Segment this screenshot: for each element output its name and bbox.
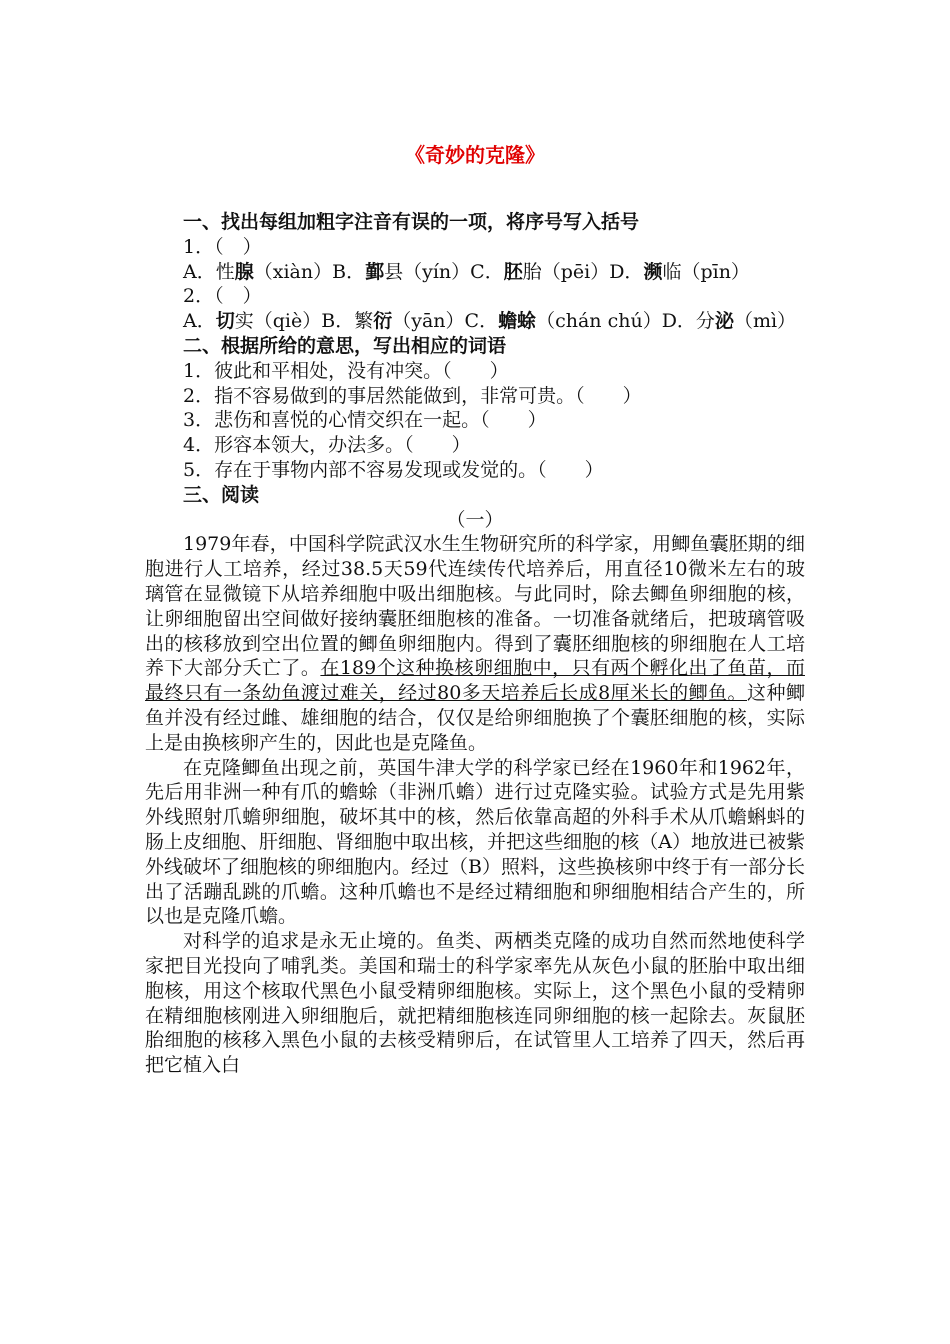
question-2-stem: 2．（ ） <box>183 285 262 308</box>
vocab-item: 5．存在于事物内部不容易发现或发觉的。（ ） <box>183 458 604 481</box>
option-d-bold: 濒 <box>643 260 663 283</box>
section-1 <box>145 210 805 334</box>
option-c-pinyin: 胎（pēi） <box>522 260 610 283</box>
reading-paragraph-1 <box>145 532 805 755</box>
option-d-pinyin: （mì） <box>733 310 797 333</box>
paragraph-text: 1979年春，中国科学院武汉水生生物研究所的科学家，用鲫鱼囊胚期的细胞进行人工培养，经过38.5天59代连续传代培养后，用直径10微米左右的玻璃管在显微镜下从培养细胞中吸出细胞核。与此同时，除去鲫鱼卵细胞的核，让卵细胞留出空间做好接纳囊胚细胞核的准备。一切准备就绪后，把玻璃管吸出的核移放到空出位置的鲫鱼卵细胞内。得到了囊胚细胞核的卵细胞在人工培养下大部分夭亡了。 <box>145 533 805 680</box>
option-c-pinyin: （chán chú） <box>536 310 662 333</box>
reading-paragraph-3: 对科学的追求是永无止境的。鱼类、两栖类克隆的成功自然而然地使科学家把目光投向了哺乳类。美国和瑞士的科学家率先从灰色小鼠的胚胎中取出细胞核，用这个核取代黑色小鼠受精卵细胞核。实际上，这个黑色小鼠的受精卵在精细胞核刚进入卵细胞后，就把精细胞核连同卵细胞的核一起除去。灰鼠胚胎细胞的核移入黑色小鼠的去核受精卵后，在试管里人工培养了四天，然后再把它植入白 <box>145 930 805 1077</box>
option-d-text: D． <box>609 260 644 283</box>
section-1-heading: 一、找出每组加粗字注音有误的一项，将序号写入括号 <box>183 211 640 233</box>
underlined-sentence: 在189个这种换核卵细胞中，只有两个孵化出了鱼苗，而最终只有一条幼鱼渡过难关，经过80多天培养后长成8厘米长的鲫鱼。 <box>145 657 805 705</box>
option-b-pinyin: （yān） <box>392 310 465 333</box>
section-3 <box>145 483 805 1078</box>
paragraph-text: 这种鲫鱼并没有经过雌、雄细胞的结合，仅仅是给卵细胞换了个囊胚细胞的核，实际上是由换核卵产生的，因此也是克隆鱼。 <box>145 682 805 754</box>
reading-paragraph-2: 在克隆鲫鱼出现之前，英国牛津大学的科学家已经在1960年和1962年，先后用非洲一种有爪的蟾蜍（非洲爪蟾）进行过克隆实验。试验方式是先用紫外线照射爪蟾卵细胞，破坏其中的核，然后依靠高超的外科手术从爪蟾蝌蚪的肠上皮细胞、肝细胞、肾细胞中取出核，并把这些细胞的核（A）地放进已被紫外线破坏了细胞核的卵细胞内。经过（B）照料，这些换核卵中终于有一部分长出了活蹦乱跳的爪蟾。这种爪蟾也不是经过精细胞和卵细胞相结合产生的，所以也是克隆爪蟾。 <box>145 756 805 928</box>
option-b-pinyin: 县（yín） <box>384 260 471 283</box>
reading-part-label: （一） <box>446 508 504 531</box>
page-title: 《奇妙的克隆》 <box>405 143 545 167</box>
question-2-options <box>145 309 805 334</box>
option-a-pinyin: 实（qiè） <box>234 310 322 333</box>
section-2 <box>145 334 805 483</box>
vocab-item: 3．悲伤和喜悦的心情交织在一起。（ ） <box>183 409 547 432</box>
vocab-item: 4．形容本领大，办法多。（ ） <box>183 434 471 457</box>
option-b-bold: 鄞 <box>365 260 385 283</box>
section-3-heading: 三、阅读 <box>183 483 260 506</box>
option-a-bold: 切 <box>215 310 235 333</box>
section-2-heading: 二、根据所给的意思，写出相应的词语 <box>183 334 507 357</box>
option-c-bold: 胚 <box>503 260 523 283</box>
question-1-options <box>145 260 805 285</box>
option-c-text: C． <box>464 310 499 333</box>
option-c-bold: 蟾蜍 <box>498 310 537 333</box>
option-a-bold: 腺 <box>234 260 254 283</box>
option-d-bold: 泌 <box>714 310 734 333</box>
option-a-text: A．性 <box>183 260 235 283</box>
option-a-text: A． <box>183 310 216 333</box>
option-b-bold: 衍 <box>373 310 393 333</box>
vocab-item: 2．指不容易做到的事居然能做到，非常可贵。（ ） <box>183 384 642 407</box>
question-1-stem: 1．（ ） <box>183 235 262 258</box>
option-c-text: C． <box>470 260 504 283</box>
document-page <box>145 140 805 1078</box>
option-a-pinyin: （xiàn） <box>253 260 333 283</box>
option-b-text: B． <box>332 260 366 283</box>
option-d-pinyin: 临（pīn） <box>662 260 750 283</box>
option-b-text: B．繁 <box>321 310 374 333</box>
vocab-item: 1．彼此和平相处，没有冲突。（ ） <box>183 359 509 382</box>
option-d-text: D．分 <box>661 310 715 333</box>
